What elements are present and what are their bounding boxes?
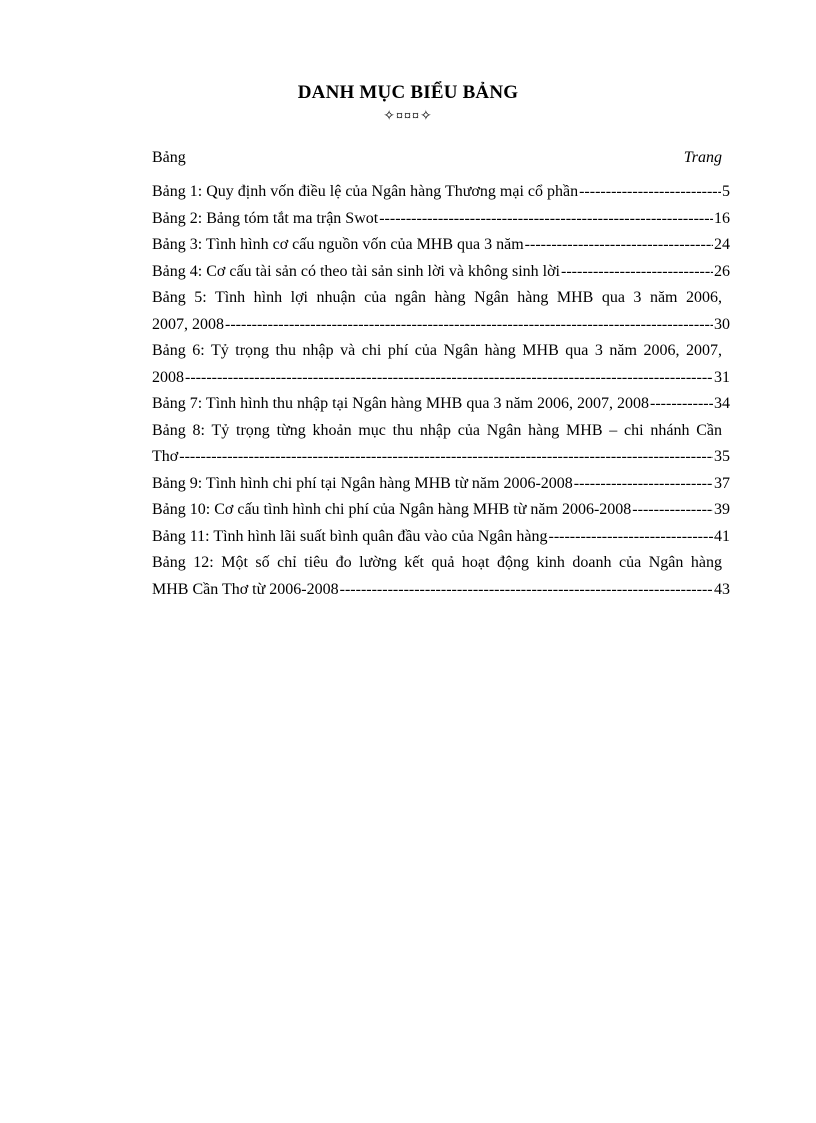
dot-leader — [561, 259, 713, 286]
toc-entry-line — [152, 312, 730, 339]
dot-leader — [548, 524, 713, 551]
toc-entry-text: Thơ — [152, 448, 179, 465]
toc-entry[interactable] — [152, 179, 730, 206]
toc-entry-text: Bảng 3: Tình hình cơ cấu nguồn vốn của MHB qua 3 năm — [152, 236, 524, 253]
toc-entry-text: Bảng 11: Tình hình lãi suất bình quân đầu vào của Ngân hàng — [152, 527, 548, 545]
dot-leader — [632, 497, 713, 524]
dot-leader — [225, 312, 713, 339]
toc-entry-text: MHB Cần Thơ từ 2006-2008 — [152, 580, 339, 598]
title-ornament: ✧¤¤¤✧ — [383, 109, 433, 124]
toc-entry-line — [152, 232, 730, 259]
toc-entry[interactable] — [152, 206, 730, 233]
toc-entry-line — [152, 206, 730, 233]
column-label-page: Trang — [683, 149, 722, 166]
toc-entry-first-line: Bảng 6: Tỷ trọng thu nhập và chi phí của Ngân hàng MHB qua 3 năm 2006, 2007, — [152, 342, 722, 359]
toc-entry-line — [152, 577, 730, 604]
toc-entry-page-number: 31 — [714, 368, 730, 386]
toc-entry[interactable] — [152, 338, 730, 391]
toc-entry-page-number: 43 — [714, 580, 730, 598]
toc-entry-page-number: 41 — [714, 527, 730, 545]
toc-entry-text: Bảng 1: Quy định vốn điều lệ của Ngân hàng Thương mại cổ phần — [152, 183, 579, 200]
toc-entry[interactable] — [152, 391, 730, 418]
toc-entry-page-number: 39 — [714, 501, 730, 518]
toc-entry-line — [152, 471, 730, 498]
table-of-contents — [152, 179, 730, 603]
dot-leader — [179, 444, 713, 471]
column-label-table: Bảng — [152, 149, 186, 166]
toc-entry-page-number: 30 — [714, 315, 730, 333]
toc-header — [152, 149, 722, 167]
dot-leader — [574, 471, 713, 498]
toc-entry-line — [152, 497, 730, 524]
toc-entry[interactable] — [152, 259, 730, 286]
toc-entry[interactable] — [152, 418, 730, 471]
toc-entry-page-number: 37 — [714, 474, 730, 492]
toc-entry-text: Bảng 2: Bảng tóm tắt ma trận Swot — [152, 209, 379, 227]
dot-leader — [650, 391, 713, 418]
toc-entry-page-number: 34 — [714, 395, 730, 412]
toc-entry-text: Bảng 10: Cơ cấu tình hình chi phí của Ngân hàng MHB từ năm 2006-2008 — [152, 501, 632, 518]
toc-entry-text: 2007, 2008 — [152, 315, 224, 333]
toc-entry[interactable] — [152, 497, 730, 524]
toc-entry[interactable] — [152, 232, 730, 259]
toc-entry[interactable] — [152, 550, 730, 603]
dot-leader — [525, 232, 713, 259]
dot-leader — [340, 577, 713, 604]
toc-entry[interactable] — [152, 471, 730, 498]
toc-entry[interactable] — [152, 285, 730, 338]
toc-entry[interactable] — [152, 524, 730, 551]
toc-entry-first-line: Bảng 8: Tỷ trọng từng khoản mục thu nhập của Ngân hàng MHB – chi nhánh Cần — [152, 421, 722, 439]
toc-entry-page-number: 35 — [714, 448, 730, 465]
toc-entry-text: Bảng 4: Cơ cấu tài sản có theo tài sản sinh lời và không sinh lời — [152, 262, 560, 280]
toc-entry-line — [152, 444, 730, 471]
toc-entry-page-number: 24 — [714, 236, 730, 253]
toc-entry-line — [152, 179, 730, 206]
toc-entry-line — [152, 365, 730, 392]
toc-entry-page-number: 16 — [714, 209, 730, 227]
toc-entry-line — [152, 524, 730, 551]
toc-entry-line — [152, 259, 730, 286]
toc-entry-first-line: Bảng 12: Một số chỉ tiêu đo lường kết quả hoạt động kinh doanh của Ngân hàng — [152, 554, 722, 571]
toc-entry-first-line: Bảng 5: Tình hình lợi nhuận của ngân hàng Ngân hàng MHB qua 3 năm 2006, — [152, 289, 722, 306]
dot-leader — [185, 365, 713, 392]
toc-entry-text: 2008 — [152, 368, 184, 386]
toc-entry-page-number: 26 — [714, 262, 730, 280]
toc-entry-text: Bảng 9: Tình hình chi phí tại Ngân hàng MHB từ năm 2006-2008 — [152, 474, 573, 492]
toc-entry-line — [152, 391, 730, 418]
dot-leader — [379, 206, 713, 233]
dot-leader — [579, 179, 721, 206]
page-title: DANH MỤC BIỂU BẢNG — [297, 82, 519, 103]
toc-entry-page-number: 5 — [722, 183, 730, 200]
toc-entry-text: Bảng 7: Tình hình thu nhập tại Ngân hàng MHB qua 3 năm 2006, 2007, 2008 — [152, 395, 649, 412]
